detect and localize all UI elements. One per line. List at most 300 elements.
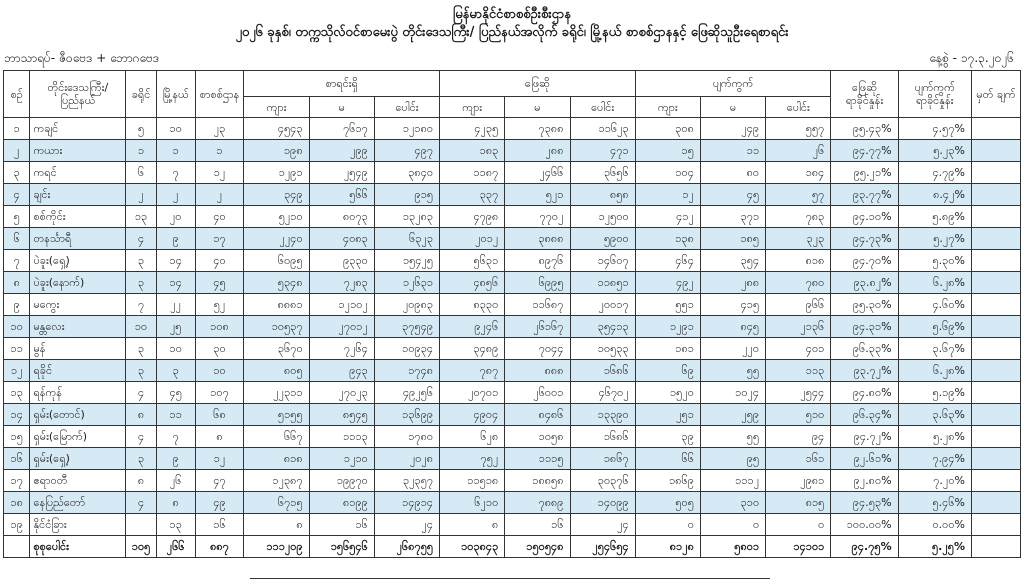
cell-absent-male: ၁၃၈ bbox=[635, 228, 700, 250]
cell-sat-total: ၁၈၆၇ bbox=[570, 448, 635, 470]
cell-absent-percent: ၅.၂၇% bbox=[898, 228, 971, 250]
cell-sat-male: ၁၀၃၈၄၃ bbox=[440, 536, 505, 558]
cell-enrolled-total: ၂၆၈၇၅၅ bbox=[374, 536, 439, 558]
cell-sat-total: ၃၅၄၁၃ bbox=[570, 316, 635, 338]
header-sat-male: ကျား bbox=[440, 97, 505, 118]
cell-absent-total: ၁၁၃ bbox=[766, 360, 831, 382]
cell-sat-percent: ၉၅.၃၀% bbox=[831, 294, 898, 316]
cell-sat-total: ၂၄ bbox=[570, 514, 635, 536]
cell-absent-total: ၂၆ bbox=[766, 140, 831, 162]
cell-sat-female: ၁၅၀၅၄၈ bbox=[505, 536, 570, 558]
cell-no: ၄ bbox=[4, 184, 30, 206]
cell-absent-female: ၅၅ bbox=[700, 360, 765, 382]
cell-absent-male: ၅၅၁ bbox=[635, 294, 700, 316]
cell-enrolled-male: ၅၃၄၈ bbox=[244, 272, 309, 294]
cell-absent-percent: ၄.၇၉% bbox=[898, 162, 971, 184]
cell-sat-female: ၈၉၇၆ bbox=[505, 250, 570, 272]
cell-centre: ၄၅ bbox=[195, 272, 244, 294]
table-row bbox=[4, 492, 1021, 514]
cell-township: ၂၆ bbox=[156, 470, 195, 492]
cell-enrolled-male: ၆၀၉၅ bbox=[244, 250, 309, 272]
cell-absent-percent: ၅.၂၃% bbox=[898, 140, 971, 162]
cell-sat-total: ၁၁၈၅၁ bbox=[570, 272, 635, 294]
cell-sat-male: ၄၈၅၆ bbox=[440, 272, 505, 294]
header-centre: စာစစ်ဌာန bbox=[195, 71, 244, 118]
subject-group: ဘာသာရပ်- ဇီဝဗေဒ + ဘောဂဗေဒ bbox=[4, 51, 160, 65]
table-row bbox=[4, 162, 1021, 184]
cell-enrolled-female: ၉၄၃ bbox=[309, 360, 374, 382]
cell-sat-female: ၇၇၀၂ bbox=[505, 206, 570, 228]
cell-region: နိုင်ငံခြား bbox=[30, 514, 126, 536]
cell-absent-total: ၂၁၃၆ bbox=[766, 316, 831, 338]
cell-absent-male: ၆၉ bbox=[635, 360, 700, 382]
cell-remark bbox=[971, 140, 1020, 162]
cell-enrolled-male: ၁၁၁၂၀၉ bbox=[244, 536, 309, 558]
cell-township: ၁၀ bbox=[156, 118, 195, 140]
cell-region: နေပြည်တော် bbox=[30, 492, 126, 514]
cell-enrolled-female: ၁၂၁၀၂ bbox=[309, 294, 374, 316]
cell-district: ၄ bbox=[126, 492, 157, 514]
cell-enrolled-female: ၅၆၆ bbox=[309, 184, 374, 206]
table-row bbox=[4, 140, 1021, 162]
cell-region: ပဲခူး(နောက်) bbox=[30, 272, 126, 294]
header-enrolled: စာရင်းရှိ bbox=[244, 71, 440, 97]
cell-absent-total: ၈၁၅ bbox=[766, 492, 831, 514]
cell-district: ၁၀၅ bbox=[126, 536, 157, 558]
cell-sat-male: ၆၂၁၀ bbox=[440, 492, 505, 514]
cell-township: ၂၆၆ bbox=[156, 536, 195, 558]
cell-sat-female: ၂၆၀၀၁ bbox=[505, 382, 570, 404]
table-row bbox=[4, 118, 1021, 140]
cell-absent-percent: ၆.၂၈% bbox=[898, 272, 971, 294]
cell-absent-male: ၂၅၁ bbox=[635, 404, 700, 426]
cell-absent-female: ၅၅ bbox=[700, 426, 765, 448]
cell-sat-total: ၁၀၅၃၃ bbox=[570, 338, 635, 360]
table-row bbox=[4, 228, 1021, 250]
table-row bbox=[4, 316, 1021, 338]
table-row bbox=[4, 426, 1021, 448]
cell-centre: ၆၈ bbox=[195, 404, 244, 426]
cell-absent-percent: ၇.၉၄% bbox=[898, 448, 971, 470]
cell-region: မန္တလေး bbox=[30, 316, 126, 338]
cell-sat-percent: ၉၂.၆၁% bbox=[831, 448, 898, 470]
cell-absent-total: ၂၉၈၁ bbox=[766, 470, 831, 492]
cell-remark bbox=[971, 250, 1020, 272]
header-absent-percent: ပျက်ကွက် ရာခိုင်နှုန်း bbox=[898, 71, 971, 118]
cell-enrolled-total: ၁၄၉၁၄ bbox=[374, 492, 439, 514]
cell-district: ၅ bbox=[126, 118, 157, 140]
cell-no: ၇ bbox=[4, 250, 30, 272]
cell-enrolled-total: ၁၇၄၈ bbox=[374, 360, 439, 382]
cell-sat-percent: ၉၃.၈၂% bbox=[831, 272, 898, 294]
cell-no: ၈ bbox=[4, 272, 30, 294]
cell-sat-male: ၂၀၁၂ bbox=[440, 228, 505, 250]
cell-district: ၄ bbox=[126, 426, 157, 448]
header-enrolled-male: ကျား bbox=[244, 97, 309, 118]
cell-no: ၂ bbox=[4, 140, 30, 162]
cell-sat-percent: ၉၄.၃၁% bbox=[831, 316, 898, 338]
cell-enrolled-male: ၆၇၁၅ bbox=[244, 492, 309, 514]
table-row bbox=[4, 206, 1021, 228]
cell-enrolled-male: ၄၅၄၃ bbox=[244, 118, 309, 140]
cell-no: ၁၉ bbox=[4, 514, 30, 536]
cell-absent-female: ၂၂၀ bbox=[700, 338, 765, 360]
header-sat-percent: ဖြေဆို ရာခိုင်နှုန်း bbox=[831, 71, 898, 118]
header-district: ခရိုင် bbox=[126, 71, 157, 118]
cell-enrolled-male: ၅၁၅၅ bbox=[244, 404, 309, 426]
cell-no: ၁၈ bbox=[4, 492, 30, 514]
cell-centre: ၄၀ bbox=[195, 250, 244, 272]
cell-sat-male: ၁၈၃ bbox=[440, 140, 505, 162]
cell-enrolled-male: ၆၆၇ bbox=[244, 426, 309, 448]
cell-township: ၂၅ bbox=[156, 316, 195, 338]
table-body bbox=[4, 118, 1021, 558]
cell-remark bbox=[971, 426, 1020, 448]
cell-absent-percent: ၅.၄၆% bbox=[898, 492, 971, 514]
cell-absent-percent: ၃.၆၇% bbox=[898, 338, 971, 360]
cell-sat-male: ၂၀၇၀၁ bbox=[440, 382, 505, 404]
cell-centre: ၁၆ bbox=[195, 514, 244, 536]
cell-enrolled-total: ၃၈၄၀ bbox=[374, 162, 439, 184]
cell-sat-male: ၇၈၇ bbox=[440, 360, 505, 382]
header-sat-total: ပေါင်း bbox=[570, 97, 635, 118]
cell-district: ၁ bbox=[126, 140, 157, 162]
cell-absent-male: ၁၅၂၀ bbox=[635, 382, 700, 404]
cell-no: ၁၀ bbox=[4, 316, 30, 338]
cell-sat-female: ၂၆၁၆၇ bbox=[505, 316, 570, 338]
cell-enrolled-female: ၄၀၈၃ bbox=[309, 228, 374, 250]
cell-absent-female: ၃၅၄ bbox=[700, 250, 765, 272]
cell-absent-male: ၃၉ bbox=[635, 426, 700, 448]
cell-absent-female: ၄၅ bbox=[700, 184, 765, 206]
cell-absent-total: ၉၆၆ bbox=[766, 294, 831, 316]
cell-absent-percent: ၄.၆၀% bbox=[898, 294, 971, 316]
cell-sat-female: ၅၂၁ bbox=[505, 184, 570, 206]
cell-enrolled-male: ၁၂၉၁ bbox=[244, 162, 309, 184]
cell-region: ရခိုင် bbox=[30, 360, 126, 382]
cell-sat-male: ၇၅၂ bbox=[440, 448, 505, 470]
cell-centre: ၄၉ bbox=[195, 492, 244, 514]
cell-region: ချင်း bbox=[30, 184, 126, 206]
cell-absent-percent: ၅.၂၅% bbox=[898, 536, 971, 558]
cell-no: ၅ bbox=[4, 206, 30, 228]
statistics-table bbox=[3, 70, 1021, 558]
cell-absent-female: ၂၄၉ bbox=[700, 118, 765, 140]
cell-district: ၁၃ bbox=[126, 206, 157, 228]
cell-region: ရှမ်း(မြောက်) bbox=[30, 426, 126, 448]
cell-sat-total: ၁၂၅၀၀ bbox=[570, 206, 635, 228]
cell-region: ကယား bbox=[30, 140, 126, 162]
cell-sat-percent: ၉၆.၃၄% bbox=[831, 404, 898, 426]
cell-sat-male: ၁၁၅၁၈ bbox=[440, 470, 505, 492]
header-sat-female: မ bbox=[505, 97, 570, 118]
cell-enrolled-female: ၂၇၀၁၂ bbox=[309, 316, 374, 338]
table-row bbox=[4, 294, 1021, 316]
cell-township: ၂၀ bbox=[156, 206, 195, 228]
cell-sat-total: ၃၀၃၇၆ bbox=[570, 470, 635, 492]
cell-absent-total: ၁၄၁၀၁ bbox=[766, 536, 831, 558]
cell-absent-female: ၃၁၀ bbox=[700, 492, 765, 514]
cell-remark bbox=[971, 294, 1020, 316]
cell-sat-percent: ၉၂.၈၀% bbox=[831, 470, 898, 492]
header-region: တိုင်းဒေသကြီး/ ပြည်နယ် bbox=[30, 71, 126, 118]
cell-remark bbox=[971, 118, 1020, 140]
cell-enrolled-total: ၄၉၂၅၆ bbox=[374, 382, 439, 404]
cell-sat-female: ၇၃၈၈ bbox=[505, 118, 570, 140]
cell-region: ရန်ကုန် bbox=[30, 382, 126, 404]
cell-region: စုစုပေါင်း bbox=[30, 536, 126, 558]
cell-township: ၃ bbox=[156, 360, 195, 382]
cell-sat-percent: ၉၃.၇၇% bbox=[831, 184, 898, 206]
cell-absent-male: ၀ bbox=[635, 514, 700, 536]
cell-district: ၁၀ bbox=[126, 316, 157, 338]
cell-centre: ၄၇ bbox=[195, 470, 244, 492]
cell-sat-male: ၃၃၇ bbox=[440, 184, 505, 206]
cell-sat-female: ၇၈၈၉ bbox=[505, 492, 570, 514]
cell-enrolled-male: ၁၉၈ bbox=[244, 140, 309, 162]
cell-township: ၁၁ bbox=[156, 404, 195, 426]
cell-enrolled-total: ၃၇၅၄၉ bbox=[374, 316, 439, 338]
document-date: နေ့စွဲ - ၁၇.၃.၂၀၂၆ bbox=[929, 51, 1014, 65]
cell-enrolled-female: ၁၆ bbox=[309, 514, 374, 536]
cell-enrolled-female: ၈၀၇၃ bbox=[309, 206, 374, 228]
cell-enrolled-female: ၁၁၁၃ bbox=[309, 426, 374, 448]
cell-sat-percent: ၉၄.၇၂% bbox=[831, 426, 898, 448]
cell-absent-male: ၁၂ bbox=[635, 184, 700, 206]
cell-enrolled-female: ၂၅၄၉ bbox=[309, 162, 374, 184]
cell-sat-male: ၄၉၀၄ bbox=[440, 404, 505, 426]
header-no: စဉ် bbox=[4, 71, 30, 118]
cell-sat-percent: ၉၄.၇၃% bbox=[831, 228, 898, 250]
cell-district: ၇ bbox=[126, 294, 157, 316]
cell-enrolled-male: ၃၄၉ bbox=[244, 184, 309, 206]
cell-absent-female: ၉၅ bbox=[700, 448, 765, 470]
cell-absent-male: ၆၆ bbox=[635, 448, 700, 470]
cell-sat-female: ၈၄၈၆ bbox=[505, 404, 570, 426]
cell-absent-total: ၇၈၃ bbox=[766, 206, 831, 228]
cell-absent-male: ၁၈၆၉ bbox=[635, 470, 700, 492]
cell-absent-female: ၁၁၁၂ bbox=[700, 470, 765, 492]
cell-enrolled-total: ၁၅၄၂၅ bbox=[374, 250, 439, 272]
cell-no: ၁၄ bbox=[4, 404, 30, 426]
cell-enrolled-female: ၁၅၆၅၄၆ bbox=[309, 536, 374, 558]
cell-enrolled-female: ၇၂၆၄ bbox=[309, 338, 374, 360]
cell-centre: ၁၇ bbox=[195, 228, 244, 250]
cell-region: ဧရာဝတီ bbox=[30, 470, 126, 492]
cell-sat-female: ၇၀၄၄ bbox=[505, 338, 570, 360]
cell-region: ကရင် bbox=[30, 162, 126, 184]
cell-sat-female: ၂၄၆၆ bbox=[505, 162, 570, 184]
cell-centre: ၁၀၈ bbox=[195, 316, 244, 338]
cell-sat-male: ၅၆၃၁ bbox=[440, 250, 505, 272]
cell-remark bbox=[971, 338, 1020, 360]
cell-enrolled-total: ၆၃၂၃ bbox=[374, 228, 439, 250]
cell-absent-percent: ၄.၅၇% bbox=[898, 118, 971, 140]
header-absent: ပျက်ကွက် bbox=[635, 71, 831, 97]
table-header bbox=[4, 71, 1021, 118]
cell-remark bbox=[971, 272, 1020, 294]
cell-district: ၃ bbox=[126, 448, 157, 470]
cell-absent-male: ၁၀၄ bbox=[635, 162, 700, 184]
cell-no: ၃ bbox=[4, 162, 30, 184]
cell-region: စစ်ကိုင်း bbox=[30, 206, 126, 228]
cell-township: ၂ bbox=[156, 184, 195, 206]
cell-district: ၆ bbox=[126, 162, 157, 184]
cell-sat-male: ၈၃၃၀ bbox=[440, 294, 505, 316]
cell-sat-total: ၁၃၃၉၀ bbox=[570, 404, 635, 426]
cell-absent-total: ၅၅၇ bbox=[766, 118, 831, 140]
cell-remark bbox=[971, 514, 1020, 536]
cell-centre: ၁၂ bbox=[195, 448, 244, 470]
cell-sat-percent: ၉၅.၄၃% bbox=[831, 118, 898, 140]
cell-district: ၈ bbox=[126, 404, 157, 426]
cell-district: ၃ bbox=[126, 360, 157, 382]
cell-absent-percent: ၀.၀၀% bbox=[898, 514, 971, 536]
cell-sat-female: ၁၈၈၅၈ bbox=[505, 470, 570, 492]
cell-enrolled-female: ၈၅၄၅ bbox=[309, 404, 374, 426]
cell-region: ပဲခူး(ရှေ့) bbox=[30, 250, 126, 272]
cell-enrolled-male: ၈၈၈၁ bbox=[244, 294, 309, 316]
cell-absent-percent: ၇.၂၀% bbox=[898, 470, 971, 492]
cell-absent-female: ၁၁ bbox=[700, 140, 765, 162]
cell-no: ၁၆ bbox=[4, 448, 30, 470]
cell-remark bbox=[971, 404, 1020, 426]
cell-sat-total: ၁၆၈၆ bbox=[570, 426, 635, 448]
cell-enrolled-male: ၈ bbox=[244, 514, 309, 536]
cell-enrolled-total: ၂၄ bbox=[374, 514, 439, 536]
cell-absent-total: ၇၈၀ bbox=[766, 272, 831, 294]
cell-no: ၁၃ bbox=[4, 382, 30, 404]
cell-district: ၈ bbox=[126, 470, 157, 492]
header-sat: ဖြေဆို bbox=[440, 71, 636, 97]
header-enrolled-total: ပေါင်း bbox=[374, 97, 439, 118]
cell-absent-female: ၁၈၅ bbox=[700, 228, 765, 250]
table-row bbox=[4, 338, 1021, 360]
cell-remark bbox=[971, 184, 1020, 206]
cell-absent-female: ၄၁၅ bbox=[700, 294, 765, 316]
cell-absent-female: ၂၅၉ bbox=[700, 404, 765, 426]
cell-enrolled-total: ၁၂၆၃၁ bbox=[374, 272, 439, 294]
cell-absent-percent: ၅.၆၉% bbox=[898, 316, 971, 338]
cell-township: ၇ bbox=[156, 162, 195, 184]
cell-centre: ၅၂ bbox=[195, 294, 244, 316]
cell-centre: ၂၃ bbox=[195, 118, 244, 140]
cell-no: ၆ bbox=[4, 228, 30, 250]
table-row bbox=[4, 250, 1021, 272]
cell-enrolled-female: ၇၆၁၇ bbox=[309, 118, 374, 140]
cell-sat-total: ၂၀၀၁၇ bbox=[570, 294, 635, 316]
cell-sat-male: ၄၂၃၅ bbox=[440, 118, 505, 140]
cell-sat-female: ၁၆ bbox=[505, 514, 570, 536]
cell-enrolled-total: ၁၃၂၈၃ bbox=[374, 206, 439, 228]
cell-absent-percent: ၅.၈၉% bbox=[898, 206, 971, 228]
cell-district: ၃ bbox=[126, 250, 157, 272]
cell-remark bbox=[971, 492, 1020, 514]
cell-centre: ၈၈၇ bbox=[195, 536, 244, 558]
cell-absent-total: ၈၁၈ bbox=[766, 250, 831, 272]
cell-sat-female: ၆၉၉၅ bbox=[505, 272, 570, 294]
table-row bbox=[4, 382, 1021, 404]
cell-remark bbox=[971, 360, 1020, 382]
header-enrolled-female: မ bbox=[309, 97, 374, 118]
cell-absent-total: ၂၅၄၄ bbox=[766, 382, 831, 404]
cell-enrolled-total: ၁၂၁၈၀ bbox=[374, 118, 439, 140]
cell-absent-female: ၁၀၂၄ bbox=[700, 382, 765, 404]
cell-township: ၁ bbox=[156, 140, 195, 162]
cell-centre: ၈ bbox=[195, 426, 244, 448]
cell-sat-percent: ၁၀၀.၀၀% bbox=[831, 514, 898, 536]
cell-absent-percent: ၈.၄၂% bbox=[898, 184, 971, 206]
cell-sat-total: ၅၉၀၀ bbox=[570, 228, 635, 250]
footer-divider bbox=[250, 578, 770, 579]
cell-sat-male: ၆၂၈ bbox=[440, 426, 505, 448]
cell-enrolled-female: ၈၁၉၉ bbox=[309, 492, 374, 514]
cell-absent-male: ၄၁၂ bbox=[635, 206, 700, 228]
cell-remark bbox=[971, 316, 1020, 338]
cell-absent-percent: ၅.၂၈% bbox=[898, 426, 971, 448]
cell-remark bbox=[971, 206, 1020, 228]
cell-absent-male: ၁၈၁ bbox=[635, 338, 700, 360]
cell-absent-male: ၄၆၄ bbox=[635, 250, 700, 272]
cell-centre: ၁၀ bbox=[195, 360, 244, 382]
cell-absent-male: ၅၀၅ bbox=[635, 492, 700, 514]
cell-absent-total: ၅၁၀ bbox=[766, 404, 831, 426]
cell-township: ၉ bbox=[156, 228, 195, 250]
cell-sat-percent: ၉၄.၈၀% bbox=[831, 382, 898, 404]
cell-enrolled-male: ၂၂၄၀ bbox=[244, 228, 309, 250]
cell-sat-percent: ၉၄.၇၀% bbox=[831, 250, 898, 272]
cell-absent-total: ၄၀၁ bbox=[766, 338, 831, 360]
cell-sat-percent: ၉၄.၁၀% bbox=[831, 206, 898, 228]
cell-sat-female: ၂၈၈ bbox=[505, 140, 570, 162]
table-row bbox=[4, 514, 1021, 536]
cell-region: ရှမ်း(တောင်) bbox=[30, 404, 126, 426]
cell-sat-percent: ၉၄.၇၇% bbox=[831, 140, 898, 162]
cell-absent-male: ၄၉၂ bbox=[635, 272, 700, 294]
cell-remark bbox=[971, 470, 1020, 492]
cell-sat-total: ၁၄၀၉၉ bbox=[570, 492, 635, 514]
cell-district: ၃ bbox=[126, 272, 157, 294]
table-row bbox=[4, 470, 1021, 492]
cell-absent-percent: ၅.၃၀% bbox=[898, 250, 971, 272]
cell-absent-percent: ၃.၆၃% bbox=[898, 404, 971, 426]
cell-sat-percent: ၉၅.၂၁% bbox=[831, 162, 898, 184]
cell-district: ၄ bbox=[126, 228, 157, 250]
cell-no: ၁၇ bbox=[4, 470, 30, 492]
cell-sat-female: ၈၈၈ bbox=[505, 360, 570, 382]
cell-enrolled-male: ၈၁၈ bbox=[244, 448, 309, 470]
cell-absent-female: ၈၄၅ bbox=[700, 316, 765, 338]
cell-sat-male: ၈ bbox=[440, 514, 505, 536]
cell-enrolled-total: ၄၉၇ bbox=[374, 140, 439, 162]
cell-enrolled-total: ၁၀၉၃၄ bbox=[374, 338, 439, 360]
cell-district: ၃ bbox=[126, 338, 157, 360]
cell-enrolled-female: ၁၂၁၀ bbox=[309, 448, 374, 470]
header-absent-female: မ bbox=[700, 97, 765, 118]
cell-absent-male: ၃၀၈ bbox=[635, 118, 700, 140]
cell-absent-percent: ၆.၂၈% bbox=[898, 360, 971, 382]
cell-township: ၄၅ bbox=[156, 382, 195, 404]
cell-sat-male: ၉၂၄၆ bbox=[440, 316, 505, 338]
cell-township: ၇ bbox=[156, 426, 195, 448]
cell-region: မကွေး bbox=[30, 294, 126, 316]
cell-enrolled-female: ၁၉၉၇၀ bbox=[309, 470, 374, 492]
cell-sat-total: ၁၁၆၂၃ bbox=[570, 118, 635, 140]
cell-enrolled-total: ၂၀၉၈၃ bbox=[374, 294, 439, 316]
cell-absent-female: ၀ bbox=[700, 514, 765, 536]
cell-no: ၁၁ bbox=[4, 338, 30, 360]
cell-enrolled-male: ၂၂၃၁၁ bbox=[244, 382, 309, 404]
